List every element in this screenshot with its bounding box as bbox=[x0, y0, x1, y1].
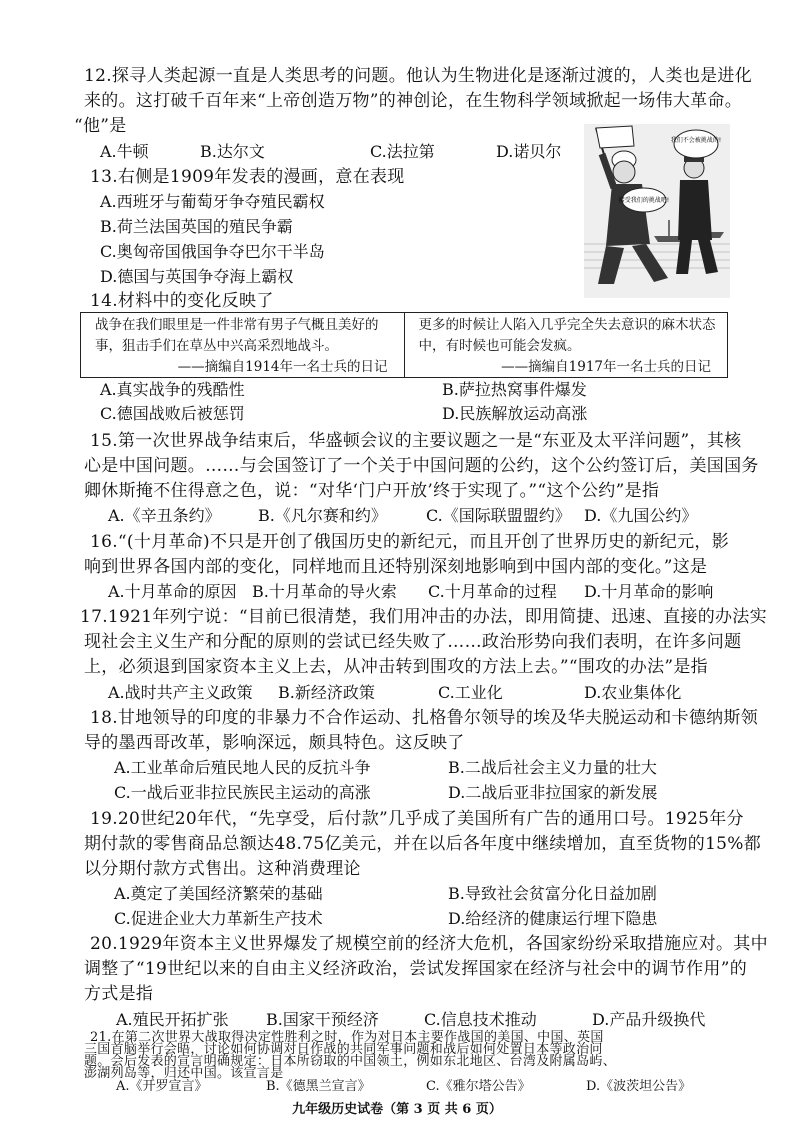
q21-option-c[interactable]: C.《雅尔塔公告》 bbox=[426, 1079, 531, 1094]
q13-option-b[interactable]: B.荷兰法国英国的殖民争霸 bbox=[100, 217, 293, 236]
q16-line-2: 响到世界各国内部的变化，同样地而且还特别深刻地影响到中国内部的变化。”这是 bbox=[84, 557, 708, 577]
q19-option-c[interactable]: C.促进企业大力革新生产技术 bbox=[114, 909, 323, 928]
q20-line-2: 调整了“19世纪以来的自由主义经济政治，尝试发挥国家在经济与社会中的调节作用”的 bbox=[84, 959, 748, 979]
page-footer: 九年级历史试卷（第 3 页 共 6 页） bbox=[292, 1102, 502, 1117]
q21-line-2: 三国首脑举行会晤，讨论如何协调对日作战的共同军事问题和战后如何处置日本等政治问 bbox=[84, 1042, 603, 1057]
q16-option-b[interactable]: B.十月革命的导火索 bbox=[252, 582, 397, 601]
q18-option-a[interactable]: A.工业革命后殖民地人民的反抗斗争 bbox=[114, 758, 371, 777]
q16-option-d[interactable]: D.十月革命的影响 bbox=[584, 582, 714, 601]
q16-option-a[interactable]: A.十月革命的原因 bbox=[108, 582, 237, 601]
q19-option-d[interactable]: D.给经济的健康运行埋下隐患 bbox=[448, 909, 658, 928]
q12-line-3: “他”是 bbox=[74, 116, 127, 136]
q15-line-1: 15.第一次世界战争结束后，华盛顿会议的主要议题之一是“东亚及太平洋问题”，其核 bbox=[90, 431, 742, 451]
q14-option-d[interactable]: D.民族解放运动高涨 bbox=[442, 404, 588, 423]
q14-material-right-text: 更多的时候让人陷入几乎完全失去意识的麻木状态中，有时候也可能会发疯。 bbox=[418, 317, 716, 354]
q14-material-boxes bbox=[80, 312, 728, 378]
q15-option-c[interactable]: C.《国际联盟盟约》 bbox=[426, 506, 571, 525]
q12-option-b[interactable]: B.达尔文 bbox=[200, 142, 265, 161]
q12-option-a[interactable]: A.牛顿 bbox=[100, 142, 149, 161]
q14-material-left-text: 战争在我们眼里是一件非常有男子气概且美好的事，狙击手们在草丛中兴高采烈地战斗。 bbox=[95, 317, 379, 354]
q15-option-a[interactable]: A.《辛丑条约》 bbox=[108, 506, 221, 525]
q14-option-a[interactable]: A.真实战争的残酷性 bbox=[100, 380, 245, 399]
q21-line-3: 题。会后发表的宣言明确规定：日本所窃取的中国领土，例如东北地区、台湾及附属岛屿、 bbox=[84, 1054, 617, 1069]
q14-option-c[interactable]: C.德国战败后被惩罚 bbox=[100, 404, 245, 423]
q20-line-1: 20.1929年资本主义世界爆发了规模空前的经济大危机，各国家纷纷采取措施应对。其中 bbox=[90, 934, 768, 954]
q17-line-2: 现社会主义生产和分配的原则的尝试已经失败了……政治形势向我们表明，在许多问题 bbox=[84, 632, 742, 652]
q17-option-b[interactable]: B.新经济政策 bbox=[278, 683, 375, 702]
q18-option-b[interactable]: B.二战后社会主义力量的壮大 bbox=[448, 758, 657, 777]
q20-line-3: 方式是指 bbox=[84, 984, 154, 1004]
q16-line-1: 16.“(十月革命)不只是开创了俄国历史的新纪元，而且开创了世界历史的新纪元，影 bbox=[90, 532, 729, 552]
q19-line-1: 19.20世纪20年代，“先享受，后付款”几乎成了美国所有广告的通用口号。1925年分 bbox=[90, 809, 744, 829]
q12-option-c[interactable]: C.法拉第 bbox=[370, 142, 435, 161]
q20-option-d[interactable]: D.产品升级换代 bbox=[592, 1010, 706, 1029]
q13-option-c[interactable]: C.奥匈帝国俄国争夺巴尔干半岛 bbox=[100, 242, 325, 261]
q13-stem: 13.右侧是1909年发表的漫画，意在表现 bbox=[90, 167, 405, 187]
q12-option-d[interactable]: D.诺贝尔 bbox=[496, 142, 562, 161]
cartoon-bubble-right: 我们不会被挑战的! bbox=[670, 137, 722, 144]
political-cartoon-image bbox=[584, 124, 730, 298]
q14-material-right bbox=[404, 313, 728, 377]
q13-option-a[interactable]: A.西班牙与葡萄牙争夺殖民霸权 bbox=[100, 192, 325, 211]
q19-option-a[interactable]: A.奠定了美国经济繁荣的基础 bbox=[114, 884, 323, 903]
q14-option-b[interactable]: B.萨拉热窝事件爆发 bbox=[442, 380, 587, 399]
q21-option-b[interactable]: B.《德黑兰宣言》 bbox=[266, 1079, 371, 1094]
q19-line-2: 期付款的零售商品总额达48.75亿美元，并在以后各年度中继续增加，直至货物的15%都 bbox=[84, 834, 762, 854]
q16-option-c[interactable]: C.十月革命的过程 bbox=[428, 582, 557, 601]
q21-line-4: 澎湖列岛等，归还中国。该宣言是 bbox=[84, 1066, 284, 1081]
cartoon-bubble-left: 接受我们的挑战吧! bbox=[618, 197, 670, 204]
q17-line-3: 上，必须退到国家资本主义上去，从冲击转到围攻的方法上去。”“围攻的办法”是指 bbox=[84, 657, 708, 677]
q14-stem: 14.材料中的变化反映了 bbox=[90, 291, 274, 311]
q21-option-a[interactable]: A.《开罗宣言》 bbox=[116, 1079, 208, 1094]
q18-line-2: 导的墨西哥改革，影响深远，颇具特色。这反映了 bbox=[84, 733, 465, 753]
q13-option-d[interactable]: D.德国与英国争夺海上霸权 bbox=[100, 267, 294, 286]
q19-line-3: 以分期付款方式售出。这种消费理论 bbox=[84, 859, 361, 879]
q20-option-c[interactable]: C.信息技术推动 bbox=[424, 1010, 537, 1029]
q21-line-1: 21.在第二次世界大战取得决定性胜利之时，作为对日本主要作战国的美国、中国、英国 bbox=[90, 1030, 604, 1045]
q15-option-d[interactable]: D.《九国公约》 bbox=[584, 506, 698, 525]
q12-line-2: 来的。这打破千百年来“上帝创造万物”的神创论，在生物科学领域掀起一场伟大革命。 bbox=[84, 91, 743, 111]
q17-line-1: 17.1921年列宁说：“目前已很清楚，我们用冲击的办法，即用简捷、迅速、直接的办法实 bbox=[80, 607, 767, 627]
q15-option-b[interactable]: B.《凡尔赛和约》 bbox=[258, 506, 387, 525]
q17-option-c[interactable]: C.工业化 bbox=[438, 683, 503, 702]
q18-line-1: 18.甘地领导的印度的非暴力不合作运动、扎格鲁尔领导的埃及华夫脱运动和卡德纳斯领 bbox=[90, 708, 759, 728]
q18-option-c[interactable]: C.一战后亚非拉民族民主运动的高涨 bbox=[114, 783, 371, 802]
q14-material-left bbox=[81, 313, 404, 377]
q21-option-d[interactable]: D.《波茨坦公告》 bbox=[586, 1079, 692, 1094]
q17-option-a[interactable]: A.战时共产主义政策 bbox=[108, 683, 253, 702]
q20-option-b[interactable]: B.国家干预经济 bbox=[266, 1010, 379, 1029]
q14-material-left-source: ——摘编自1914年一名士兵的日记 bbox=[177, 359, 388, 375]
q17-option-d[interactable]: D.农业集体化 bbox=[584, 683, 682, 702]
q18-option-d[interactable]: D.二战后亚非拉国家的新发展 bbox=[448, 783, 658, 802]
q15-line-3: 卿休斯掩不住得意之色，说：“对华‘门户开放’终于实现了。”“这个公约”是指 bbox=[84, 481, 660, 501]
q19-option-b[interactable]: B.导致社会贫富分化日益加剧 bbox=[448, 884, 657, 903]
q15-line-2: 心是中国问题。……与会国签订了一个关于中国问题的公约，这个公约签订后，美国国务 bbox=[84, 456, 759, 476]
q14-material-right-source: ——摘编自1917年一名士兵的日记 bbox=[501, 359, 711, 375]
q12-line-1: 12.探寻人类起源一直是人类思考的问题。他认为生物进化是逐渐过渡的，人类也是进化 bbox=[84, 66, 753, 86]
q20-option-a[interactable]: A.殖民开拓扩张 bbox=[116, 1010, 229, 1029]
